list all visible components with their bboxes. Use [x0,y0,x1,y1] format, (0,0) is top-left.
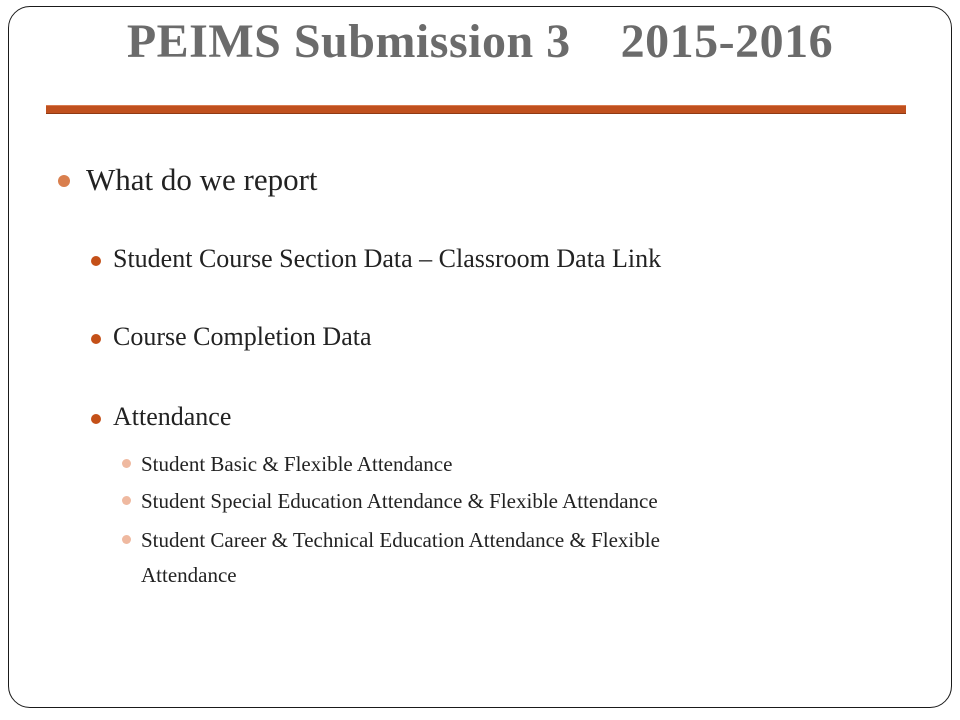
bullet-dot-icon [122,459,131,468]
bullet-dot-icon [122,496,131,505]
bullet-text: Student Course Section Data – Classroom Data Link [113,244,662,273]
bullet-text: Student Basic & Flexible Attendance [141,452,453,476]
bullet-dot-icon [91,256,101,266]
bullet-text: Student Special Education Attendance & Flexible Attendance [141,489,658,513]
slide-title: PEIMS Submission 3 2015-2016 [126,15,834,68]
bullet-dot-icon [58,175,70,187]
bullet-dot-icon [91,334,101,344]
bullet-text: Student Career & Technical Education Attendance & Flexible [141,528,660,552]
bullet-basic-flexible-attendance [141,450,452,479]
bullet-dot-icon [91,414,101,424]
bullet-career-technical-attendance-continued [141,561,237,590]
bullet-career-technical-attendance [141,526,660,555]
bullet-dot-icon [122,535,131,544]
bullet-text: Course Completion Data [113,322,372,351]
bullet-text: Attendance [141,563,237,587]
bullet-course-completion [113,322,372,352]
bullet-text: Attendance [113,402,232,431]
bullet-text: What do we report [86,162,318,197]
bullet-student-course-section [113,244,661,274]
bullet-attendance [113,402,231,432]
bullet-special-education-attendance [141,487,658,516]
bullet-what-we-report [86,162,318,198]
